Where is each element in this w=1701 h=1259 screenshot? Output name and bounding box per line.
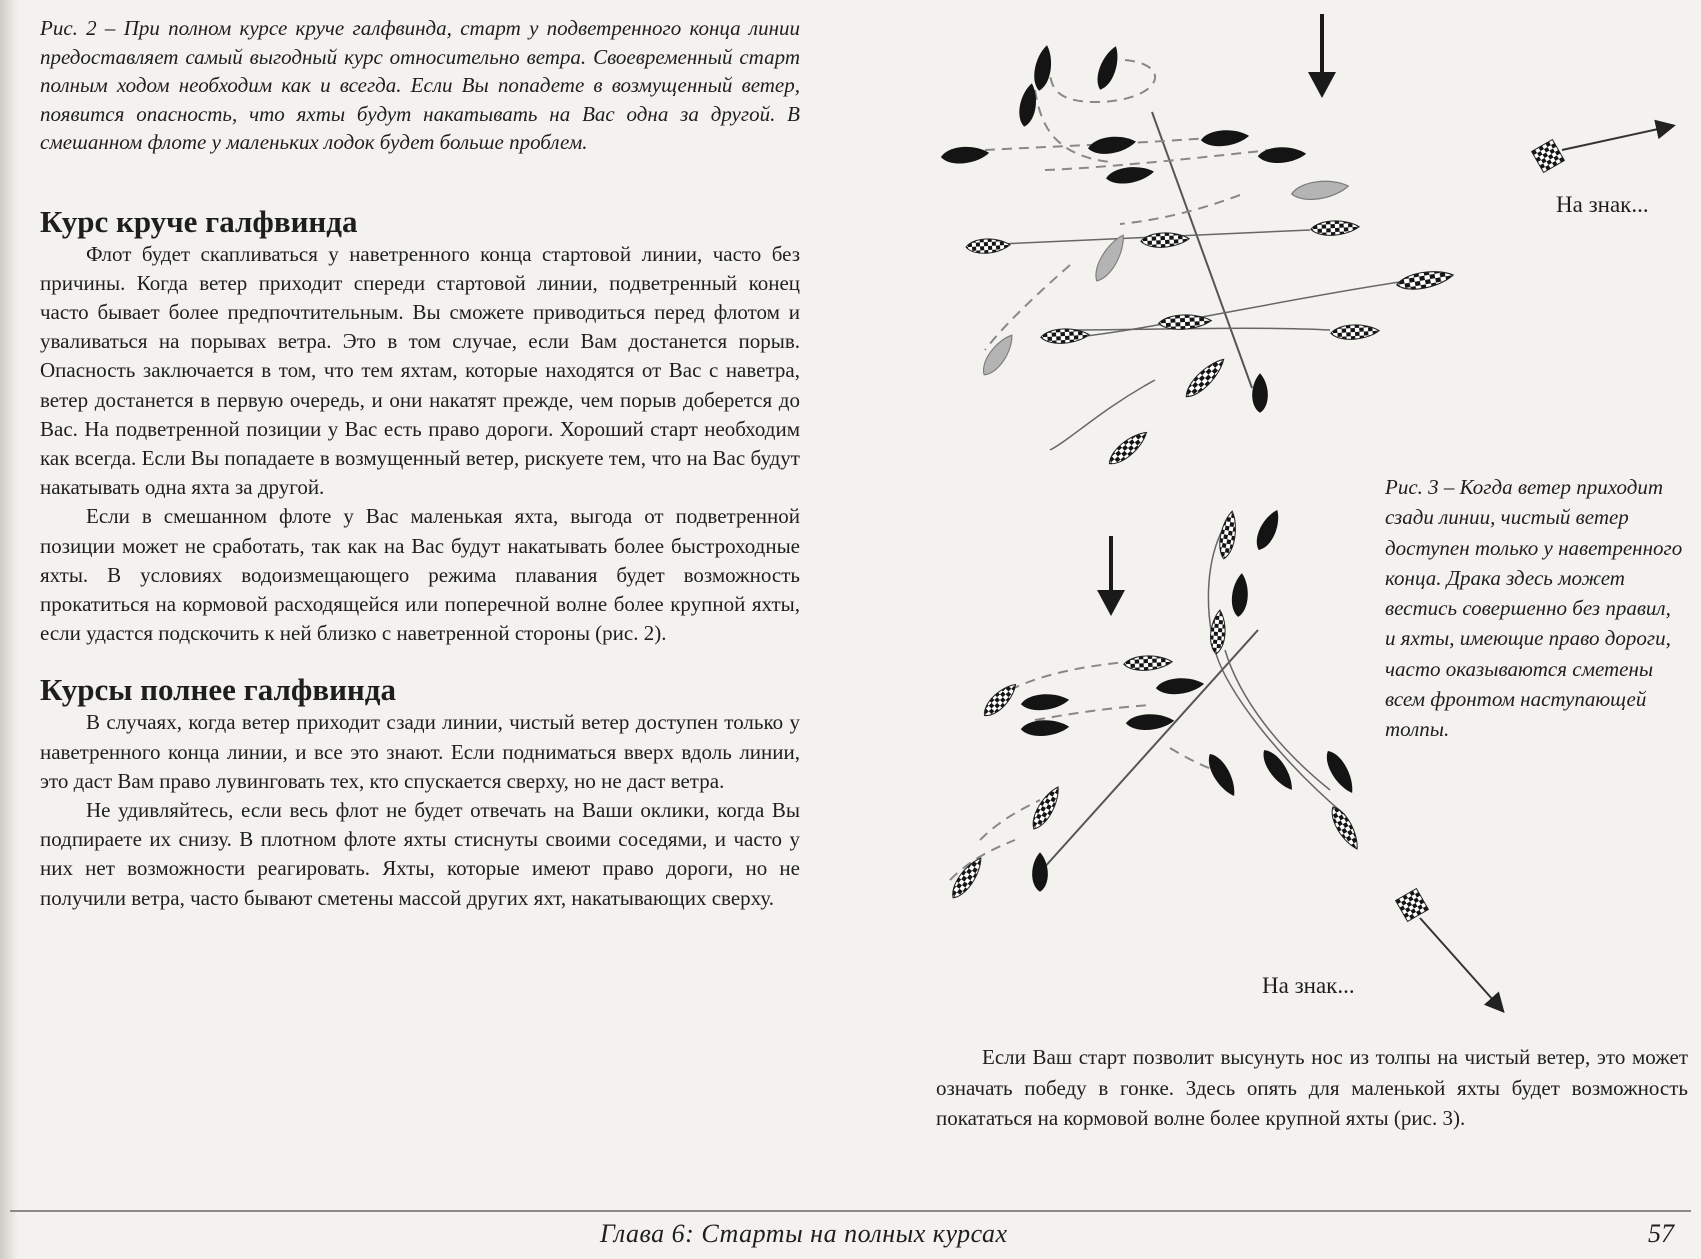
boats-checkered	[966, 220, 1455, 469]
boat-tracks	[950, 662, 1230, 880]
course-arrow	[1562, 126, 1672, 150]
paragraph: Если в смешанном флоте у Вас маленькая яхта, выгода от подветренной позиции может не сработать, так как на Вас будут накатывать более быстроходные яхты. В условиях водоизмещающего режима плавания будет возможность прокатиться на кормовой расходящейся или поперечной волне более крупной яхты, если удастся подскочить к ней близко с наветренной стороны (рис. 2).	[40, 504, 800, 646]
wind-arrow-head	[1097, 590, 1125, 616]
paragraph: Не удивляйтесь, если весь флот не будет отвечать на Ваши оклики, когда Вы подпираете их снизу. В плотном флоте яхты стиснуты своими соседями, и часто у них нет возможности реагировать. Яхты, которые имеют право дороги, но не получили ветра, часто бывают сметены массой других яхт, накатывающих сверху.	[40, 797, 800, 910]
paragraph: Флот будет скапливаться у наветренного конца стартовой линии, часто без причины. Когда ветер приходит спереди стартовой линии, подветренный конец часто бывает более предпочтительным. Вы сможете приводиться перед флотом и уваливаться на порывах ветра. Это в том случае, если Вам достанется порыв. Опасность заключается в том, что тем яхтам, которые находятся от Вас с наветра, ветер достанется в первую очередь, и они накатят прежде, чем порыв доберется до Вас. На подветренной позиции у Вас есть право дороги. Хороший старт необходим как всегда. Если Вы попадаете в возмущенный ветер, рискуете тем, что на Вас будут накатывать одна яхта за другой.	[40, 241, 800, 500]
boats-solid	[1020, 507, 1359, 892]
mark-flag	[1532, 140, 1565, 173]
paragraph: В случаях, когда ветер приходит сзади линии, чистый ветер доступен только у наветренного конца линии, и все это знают. Если подниматься вверх вдоль линии, это даст Вам право лувинговать тех, кто спускается сверху, но не даст ветра.	[40, 710, 800, 793]
right-column-text	[936, 1042, 1688, 1134]
mark-label-top: На знак...	[1556, 192, 1649, 217]
mark-flag	[1396, 889, 1429, 922]
figure-2-diagram	[940, 14, 1672, 469]
running-footer-title: Глава 6: Старты на полных курсах	[600, 1219, 1008, 1248]
section-heading-close-reach: Курс круче галфвинда	[40, 203, 358, 239]
paragraph: Если Ваш старт позволит высунуть нос из толпы на чистый ветер, это может означать победу в гонке. Здесь опять для маленькой яхты будет возможность покататься на кормовой волне более крупной яхты (рис. 3).	[936, 1045, 1688, 1130]
figure-2-caption: Рис. 2 – При полном курсе круче галфвинда, старт у подветренного конца линии предоставляет самый выгодный курс относительно ветра. Своевременный старт полным ходом необходим как и всегда. Если Вы попадете в возмущенный ветер, появится опасность, что яхты будут накатывать на Вас одна за другой. В смешанном флоте у маленьких лодок будет больше проблем.	[40, 16, 800, 154]
figure-3-caption: Рис. 3 – Когда ветер приходит сзади линии, чистый ветер доступен только у наветренного конца. Драка здесь может вестись совершенно без правил, и яхты, имеющие право дороги, часто оказываются сметены всем фронтом наступающей толпы.	[1385, 475, 1683, 742]
course-arrow	[1420, 918, 1502, 1010]
wind-arrow-head	[1308, 72, 1336, 98]
boats-grey	[978, 178, 1350, 380]
section-heading-broad-reach: Курсы полнее галфвинда	[40, 672, 396, 708]
mark-label-bottom: На знак...	[1262, 973, 1355, 998]
footer-rule	[10, 1210, 1691, 1212]
page-number: 57	[1648, 1219, 1674, 1248]
